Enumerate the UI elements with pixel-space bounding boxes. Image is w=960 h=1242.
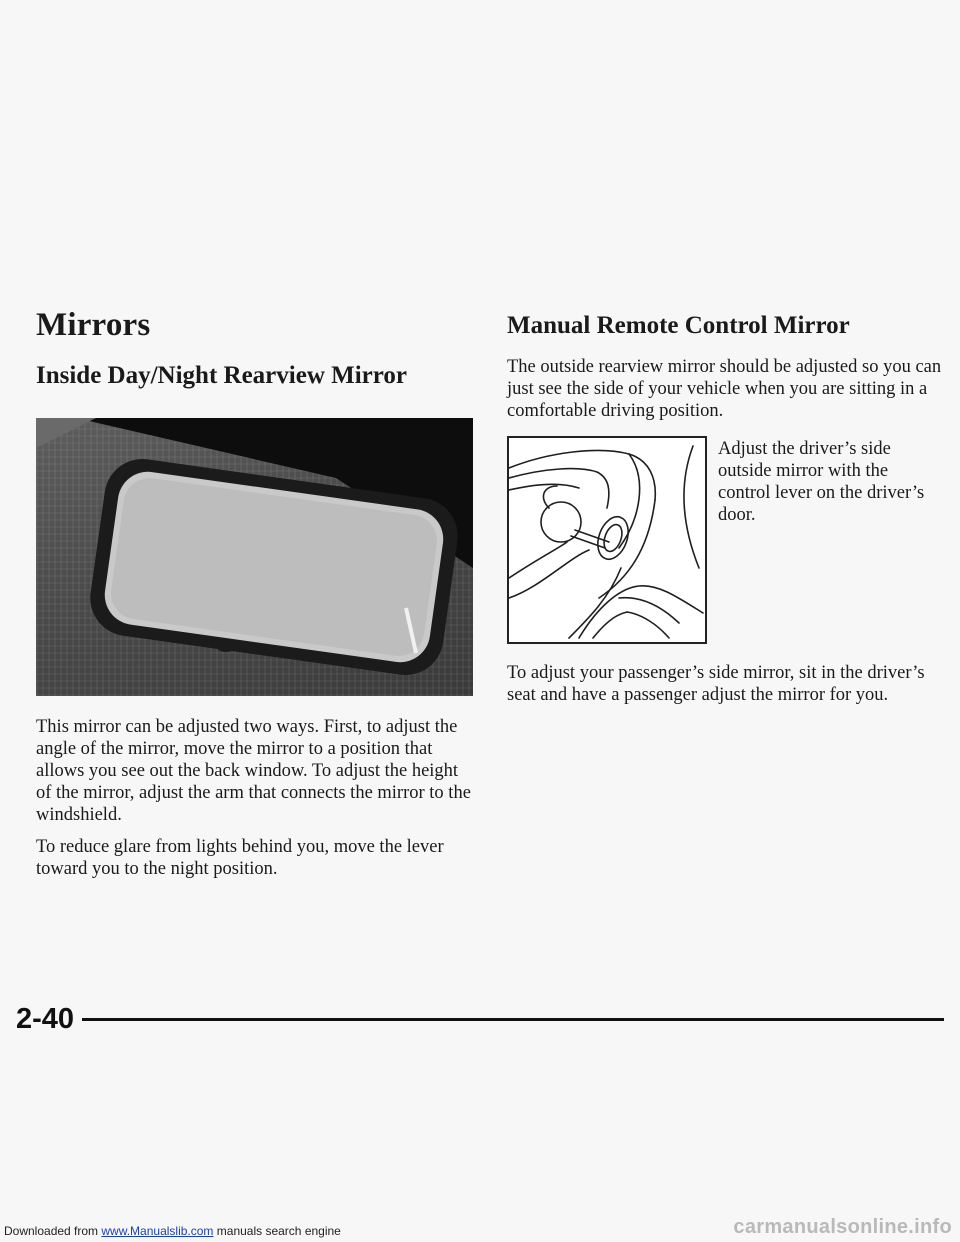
passenger-mirror-paragraph: To adjust your passenger’s side mirror, sit in the driver’s seat and have a passenger adjust the mirror for you. [507, 663, 925, 705]
watermark-prefix: Downloaded from [4, 1224, 102, 1238]
right-column [507, 308, 947, 706]
control-lever-diagram [507, 436, 707, 644]
control-lever-line-art [509, 438, 705, 642]
download-watermark [4, 1224, 341, 1238]
rearview-mirror-photo [36, 418, 473, 696]
footer-rule [82, 1018, 944, 1021]
glare-paragraph: To reduce glare from lights behind you, move the lever toward you to the night position. [36, 837, 444, 879]
left-column [36, 308, 476, 880]
diagram-caption: Adjust the driver’s side outside mirror with the control lever on the driver’s door. [718, 439, 925, 525]
manual-remote-mirror-heading: Manual Remote Control Mirror [507, 312, 850, 339]
inside-mirror-heading: Inside Day/Night Rearview Mirror [36, 362, 408, 389]
control-lever-figure-row [507, 436, 947, 648]
watermark-suffix: manuals search engine [213, 1224, 341, 1238]
mirror-adjust-paragraph: This mirror can be adjusted two ways. First, to adjust the angle of the mirror, move the mirror to a position that allows you see out the back window. To adjust the height of the mirror, adjust the arm that connects the mirror to the windshield. [36, 717, 471, 825]
page-footer [16, 1004, 944, 1034]
section-title: Mirrors [36, 307, 151, 343]
rearview-mirror-illustration [36, 418, 473, 696]
outside-mirror-paragraph: The outside rearview mirror should be adjusted so you can just see the side of your vehicle when you are sitting in a comfortable driving position. [507, 357, 942, 421]
carmanualsonline-watermark: carmanualsonline.info [733, 1216, 952, 1238]
manualslib-link[interactable]: www.Manualslib.com [101, 1224, 214, 1238]
page-number: 2-40 [16, 1003, 75, 1035]
